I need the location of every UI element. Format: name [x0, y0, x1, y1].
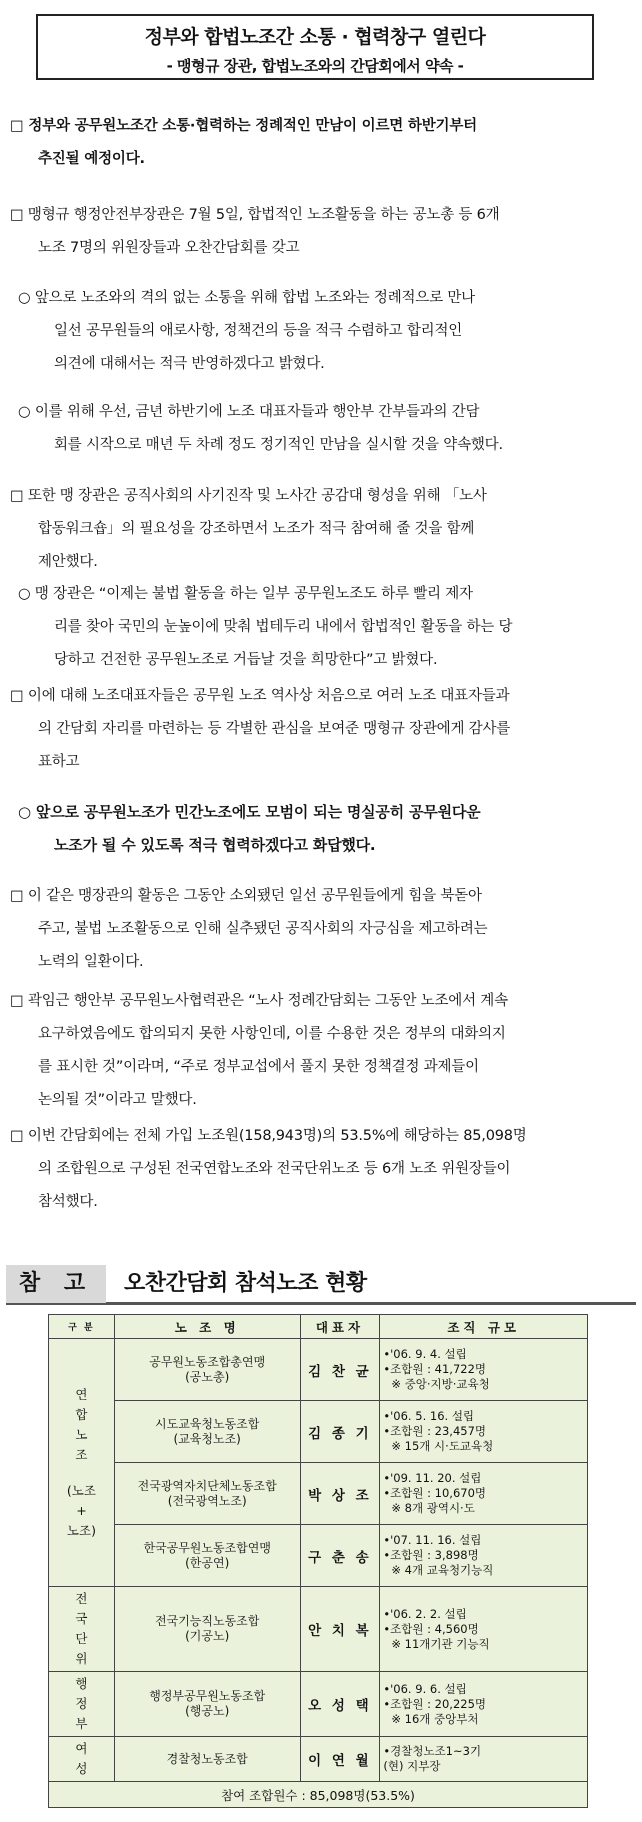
paragraph-line: 의 조합원으로 구성된 전국연합노조와 전국단위노조 등 6개 노조 위원장들이: [38, 1161, 511, 1177]
col-header-union-name: 노 조 명: [114, 1315, 300, 1339]
org-note: ※ 8개 광역시·도: [391, 1501, 475, 1515]
org-note: ※ 16개 중앙부처: [391, 1711, 479, 1726]
representative-cell: 이 연 월: [300, 1737, 380, 1782]
union-name-cell: [114, 1737, 300, 1782]
paragraph-line: 표하고: [38, 754, 80, 770]
org-note: ※ 11개기관 기능직: [391, 1636, 490, 1651]
paragraph-line: 노조가 될 수 있도록 적극 협력하겠다고 화답했다.: [54, 836, 376, 854]
paragraph-line: □ 정부와 공무원노조간 소통·협력하는 정례적인 만남이 이르면 하반기부터: [10, 118, 477, 134]
category-char: 조: [75, 1446, 88, 1462]
table-total-row: [49, 1782, 588, 1808]
category-char: +: [76, 1502, 87, 1518]
reference-title: 오찬간담회 참석노조 현황: [124, 1271, 367, 1296]
union-name-cell: [114, 1587, 300, 1672]
union-table: [48, 1314, 588, 1808]
org-founded: •경찰청노조1~3기: [383, 1744, 482, 1758]
category-cell: [49, 1587, 115, 1672]
organization-cell: [380, 1339, 588, 1401]
paragraph-line: ○ 맹 장관은 “이제는 불법 활동을 하는 일부 공무원노조도 하루 빨리 제자: [18, 586, 473, 602]
paragraph-4: [18, 396, 503, 462]
paragraph-2: [10, 199, 499, 265]
table-row: [49, 1463, 588, 1525]
paragraph-line: □ 맹형규 행정안전부장관은 7월 5일, 합법적인 노조활동을 하는 공노총 등 6개: [10, 207, 500, 223]
union-name-cell: [114, 1463, 300, 1525]
category-char: 단: [75, 1631, 88, 1646]
paragraph-3: [18, 282, 475, 381]
org-founded: •'06. 9. 6. 설립: [383, 1681, 467, 1696]
organization-cell: [380, 1737, 588, 1782]
org-members: •조합원 : 41,722명: [383, 1362, 487, 1376]
org-founded: •'06. 2. 2. 설립: [383, 1606, 467, 1621]
paragraph-line: ○ 앞으로 노조와의 격의 없는 소통을 위해 합법 노조와는 정례적으로 만나: [18, 290, 475, 306]
representative-cell: 안 치 복: [300, 1587, 380, 1672]
paragraph-line: 를 표시한 것”이라며, “주로 정부교섭에서 풀지 못한 정책결정 과제들이: [38, 1059, 479, 1075]
table-row: [49, 1587, 588, 1672]
table-row: [49, 1401, 588, 1463]
org-note: ※ 4개 교육청기능직: [391, 1563, 494, 1577]
paragraph-8: [18, 795, 480, 861]
union-name-cell: [114, 1525, 300, 1587]
org-founded: •'09. 11. 20. 설립: [383, 1471, 482, 1485]
col-header-organization: 조직 규모: [380, 1315, 588, 1339]
paragraph-line: 논의될 것”이라고 말했다.: [38, 1092, 197, 1108]
union-abbr: (행공노): [185, 1704, 230, 1718]
table-row: [49, 1672, 588, 1737]
org-founded: •'06. 5. 16. 설립: [383, 1409, 475, 1423]
paragraph-line: □ 이 같은 맹장관의 활동은 그동안 소외됐던 일선 공무원들에게 힘을 북돋아: [10, 888, 482, 904]
paragraph-line: □ 이번 간담회에는 전체 가입 노조원(158,943명)의 53.5%에 해당하는 85,098명: [10, 1128, 527, 1144]
category-char: 국: [75, 1611, 88, 1626]
category-cell: [49, 1737, 115, 1782]
paragraph-line: 노력의 일환이다.: [38, 954, 144, 970]
reference-header: [6, 1263, 636, 1305]
table-row: [49, 1339, 588, 1401]
org-members: •조합원 : 20,225명: [383, 1696, 487, 1711]
representative-cell: 김 종 기: [300, 1401, 380, 1463]
paragraph-line: 요구하였음에도 합의되지 못한 사항인데, 이를 수용한 것은 정부의 대화의지: [38, 1026, 506, 1042]
paragraph-7: [10, 680, 510, 779]
paragraph-line: 노조 7명의 위원장들과 오찬간담회를 갖고: [38, 240, 300, 256]
paragraph-6: [18, 578, 512, 677]
page-title: 정부와 합법노조간 소통 · 협력창구 열린다: [144, 26, 486, 48]
org-members: •조합원 : 10,670명: [383, 1486, 487, 1500]
paragraph-line: 참석했다.: [38, 1194, 98, 1210]
category-cell: [49, 1339, 115, 1587]
category-char: 연: [75, 1386, 88, 1402]
paragraph-line: □ 이에 대해 노조대표자들은 공무원 노조 역사상 처음으로 여러 노조 대표자들과: [10, 688, 510, 704]
organization-cell: [380, 1401, 588, 1463]
table-row: [49, 1737, 588, 1782]
org-members: •조합원 : 23,457명: [383, 1424, 487, 1438]
category-char: 여: [75, 1741, 88, 1756]
category-char: 노: [75, 1426, 88, 1442]
paragraph-line: 회를 시작으로 매년 두 차례 정도 정기적인 만남을 실시할 것을 약속했다.: [54, 437, 503, 453]
union-name: 전국광역자치단체노동조합: [137, 1478, 277, 1493]
paragraph-line: □ 또한 맹 장관은 공직사회의 사기진작 및 노사간 공감대 형성을 위해 「노사: [10, 488, 487, 504]
table-row: [49, 1525, 588, 1587]
category-char: 노조): [66, 1522, 96, 1538]
union-name-cell: [114, 1672, 300, 1737]
category-char: 전: [75, 1591, 88, 1606]
paragraph-1: [10, 110, 477, 176]
organization-cell: [380, 1525, 588, 1587]
paragraph-line: 추진될 예정이다.: [38, 151, 145, 167]
paragraph-line: 제안했다.: [38, 554, 98, 570]
paragraph-line: □ 곽임근 행안부 공무원노사협력관은 “노사 정례간담회는 그동안 노조에서 계속: [10, 993, 508, 1009]
representative-cell: 박 상 조: [300, 1463, 380, 1525]
col-header-category: 구 분: [49, 1315, 115, 1339]
paragraph-line: 일선 공무원들의 애로사항, 정책건의 등을 적극 수렴하고 합리적인: [54, 323, 463, 339]
table-header-row: [49, 1315, 588, 1339]
category-cell: [49, 1672, 115, 1737]
union-abbr: (전국광역노조): [167, 1493, 247, 1508]
union-abbr: (공노총): [185, 1369, 230, 1384]
union-name: 한국공무원노동조합연맹: [143, 1540, 271, 1555]
union-abbr: (교육청노조): [173, 1431, 241, 1446]
org-note: ※ 15개 시·도교육청: [391, 1439, 494, 1453]
category-char: (노조: [66, 1482, 96, 1498]
union-name: 시도교육청노동조합: [155, 1416, 260, 1431]
category-char: 행: [75, 1676, 88, 1691]
representative-cell: 구 춘 송: [300, 1525, 380, 1587]
paragraph-line: 의견에 대해서는 적극 반영하겠다고 밝혔다.: [54, 356, 325, 372]
paragraph-5: [10, 480, 487, 579]
paragraph-line: ○ 앞으로 공무원노조가 민간노조에도 모범이 되는 명실공히 공무원다운: [18, 803, 481, 821]
representative-cell: 오 성 택: [300, 1672, 380, 1737]
col-header-representative: 대표자: [300, 1315, 380, 1339]
category-char: 합: [75, 1406, 88, 1422]
org-founded: •'07. 11. 16. 설립: [383, 1533, 482, 1547]
org-founded: •'06. 9. 4. 설립: [383, 1347, 467, 1361]
org-members: (현) 지부장: [383, 1759, 441, 1773]
category-char: 정: [75, 1696, 88, 1711]
union-name: 전국기능직노동조합: [155, 1614, 260, 1628]
org-note: ※ 중앙·지방·교육청: [391, 1377, 490, 1391]
union-name: 공무원노동조합총연맹: [149, 1354, 266, 1369]
total-cell: 참여 조합원수 : 85,098명(53.5%): [49, 1782, 588, 1808]
page-subtitle: - 맹형규 장관, 합법노조와의 간담회에서 약속 -: [166, 57, 464, 75]
organization-cell: [380, 1587, 588, 1672]
title-box: [36, 14, 594, 80]
organization-cell: [380, 1463, 588, 1525]
union-name: 경찰청노동조합: [166, 1751, 248, 1766]
paragraph-line: 리를 찾아 국민의 눈높이에 맞춰 법테두리 내에서 합법적인 활동을 하는 당: [54, 619, 513, 635]
union-name-cell: [114, 1401, 300, 1463]
organization-cell: [380, 1672, 588, 1737]
org-members: •조합원 : 4,560명: [383, 1621, 479, 1636]
union-name-cell: [114, 1339, 300, 1401]
paragraph-line: 주고, 불법 노조활동으로 인해 실추됐던 공직사회의 자긍심을 제고하려는: [38, 921, 488, 937]
paragraph-line: ○ 이를 위해 우선, 금년 하반기에 노조 대표자들과 행안부 간부들과의 간담: [18, 404, 480, 420]
category-char: 성: [75, 1761, 88, 1776]
paragraph-line: 합동워크숍」의 필요성을 강조하면서 노조가 적극 참여해 줄 것을 함께: [38, 521, 475, 537]
reference-tag: 참 고: [6, 1265, 106, 1303]
union-abbr: (기공노): [185, 1629, 230, 1643]
category-char: 위: [75, 1651, 88, 1666]
paragraph-10: [10, 985, 508, 1117]
paragraph-9: [10, 880, 487, 979]
paragraph-line: 의 간담회 자리를 마련하는 등 각별한 관심을 보여준 맹형규 장관에게 감사를: [38, 721, 511, 737]
paragraph-11: [10, 1120, 527, 1219]
category-char: 부: [75, 1716, 88, 1731]
union-name: 행정부공무원노동조합: [149, 1689, 266, 1703]
org-members: •조합원 : 3,898명: [383, 1548, 479, 1562]
paragraph-line: 당하고 건전한 공무원노조로 거듭날 것을 희망한다”고 밝혔다.: [54, 652, 438, 668]
union-abbr: (한공연): [185, 1555, 230, 1570]
representative-cell: 김 찬 균: [300, 1339, 380, 1401]
